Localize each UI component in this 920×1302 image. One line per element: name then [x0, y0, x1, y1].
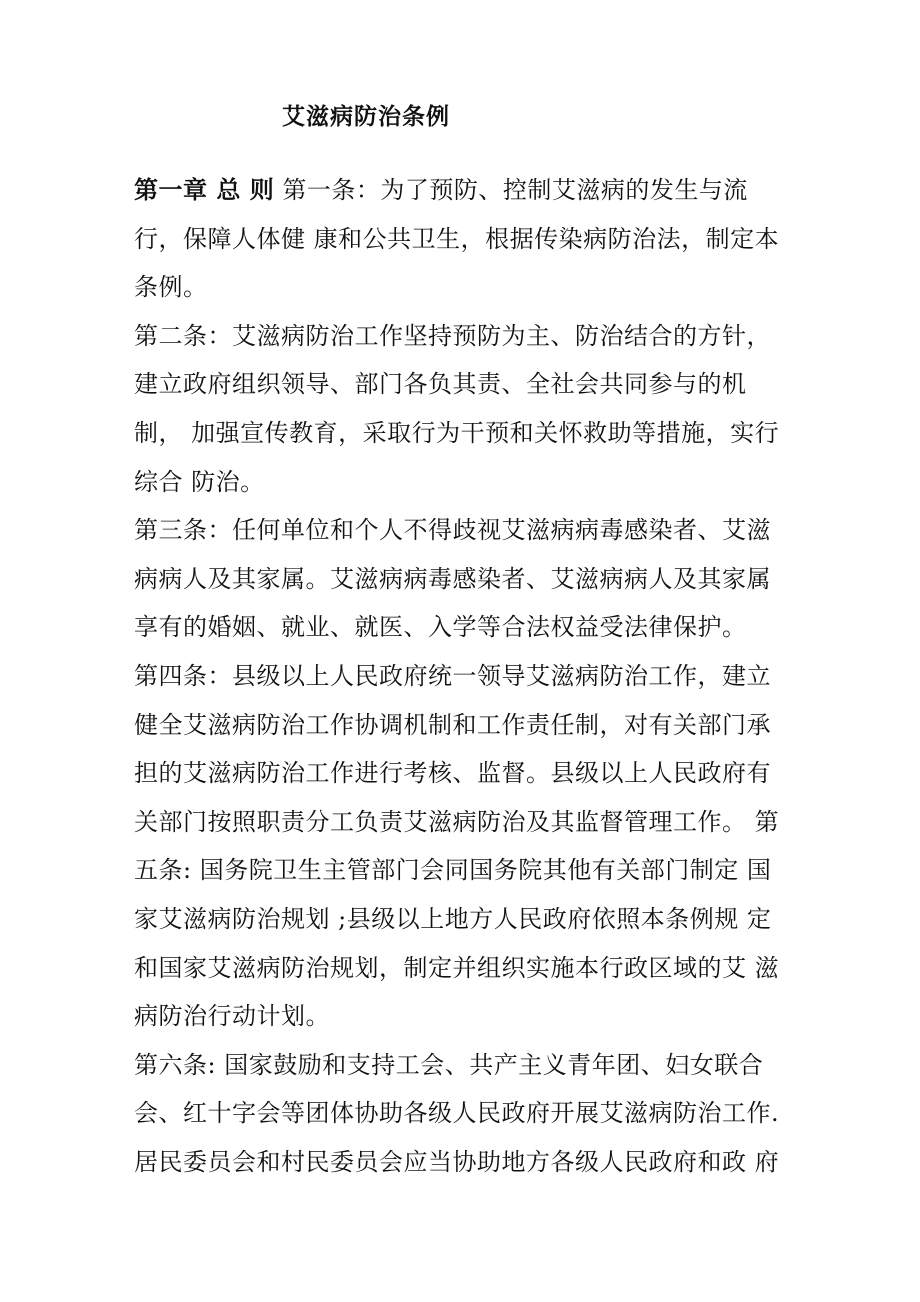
body-line-5: 建立政府组织领导、部门各负其责、全社会共同参与的机	[134, 370, 747, 399]
body-line-1-text: 第一条：为了预防、控制艾滋病的发生与流	[274, 176, 748, 204]
body-line-7: 综合 防治。	[134, 467, 265, 496]
body-line-6: 制， 加强宣传教育，采取行为干预和关怀救助等措施，实行	[134, 418, 780, 447]
body-line-3: 条例。	[134, 273, 208, 302]
body-line-20: 会、红十字会等团体协助各级人民政府开展艾滋病防治工作.	[134, 1099, 780, 1128]
body-line-15: 五条: 国务院卫生主管部门会同国务院其他有关部门制定 国	[134, 856, 772, 885]
document-title: 艾滋病防治条例	[282, 103, 450, 130]
body-line-9: 病病人及其家属。艾滋病病毒感染者、艾滋病病人及其家属	[134, 564, 771, 593]
body-line-10: 享有的婚姻、就业、就医、入学等合法权益受法律保护。	[134, 613, 747, 642]
body-line-1	[134, 166, 794, 215]
body-line-12: 健全艾滋病防治工作协调机制和工作责任制，对有关部门承	[134, 710, 771, 739]
chapter-heading: 第一章 总 则	[134, 175, 275, 204]
body-line-14: 关部门按照职责分工负责艾滋病防治及其监督管理工作。 第	[134, 807, 780, 836]
body-line-13: 担的艾滋病防治工作进行考核、监督。县级以上人民政府有	[134, 759, 771, 788]
body-line-11: 第四条：县级以上人民政府统一领导艾滋病防治工作，建立	[134, 661, 771, 690]
body-line-18: 病防治行动计划。	[134, 1002, 330, 1031]
body-line-19: 第六条: 国家鼓励和支持工会、共产主义青年团、妇女联合	[134, 1050, 764, 1079]
body-line-8: 第三条：任何单位和个人不得歧视艾滋病病毒感染者、艾滋	[134, 516, 771, 545]
body-line-17: 和国家艾滋病防治规划，制定并组织实施本行政区域的艾 滋	[134, 953, 780, 982]
document-body	[134, 166, 794, 1186]
body-line-16: 家艾滋病防治规划 ;县级以上地方人民政府依照本条例规 定	[134, 904, 772, 933]
body-line-2: 行，保障人体健 康和公共卫生，根据传染病防治法，制定本	[134, 224, 780, 253]
body-line-21: 居民委员会和村民委员会应当协助地方各级人民政府和政 府	[134, 1147, 780, 1176]
body-line-4: 第二条：艾滋病防治工作坚持预防为主、防治结合的方针，	[134, 321, 771, 350]
